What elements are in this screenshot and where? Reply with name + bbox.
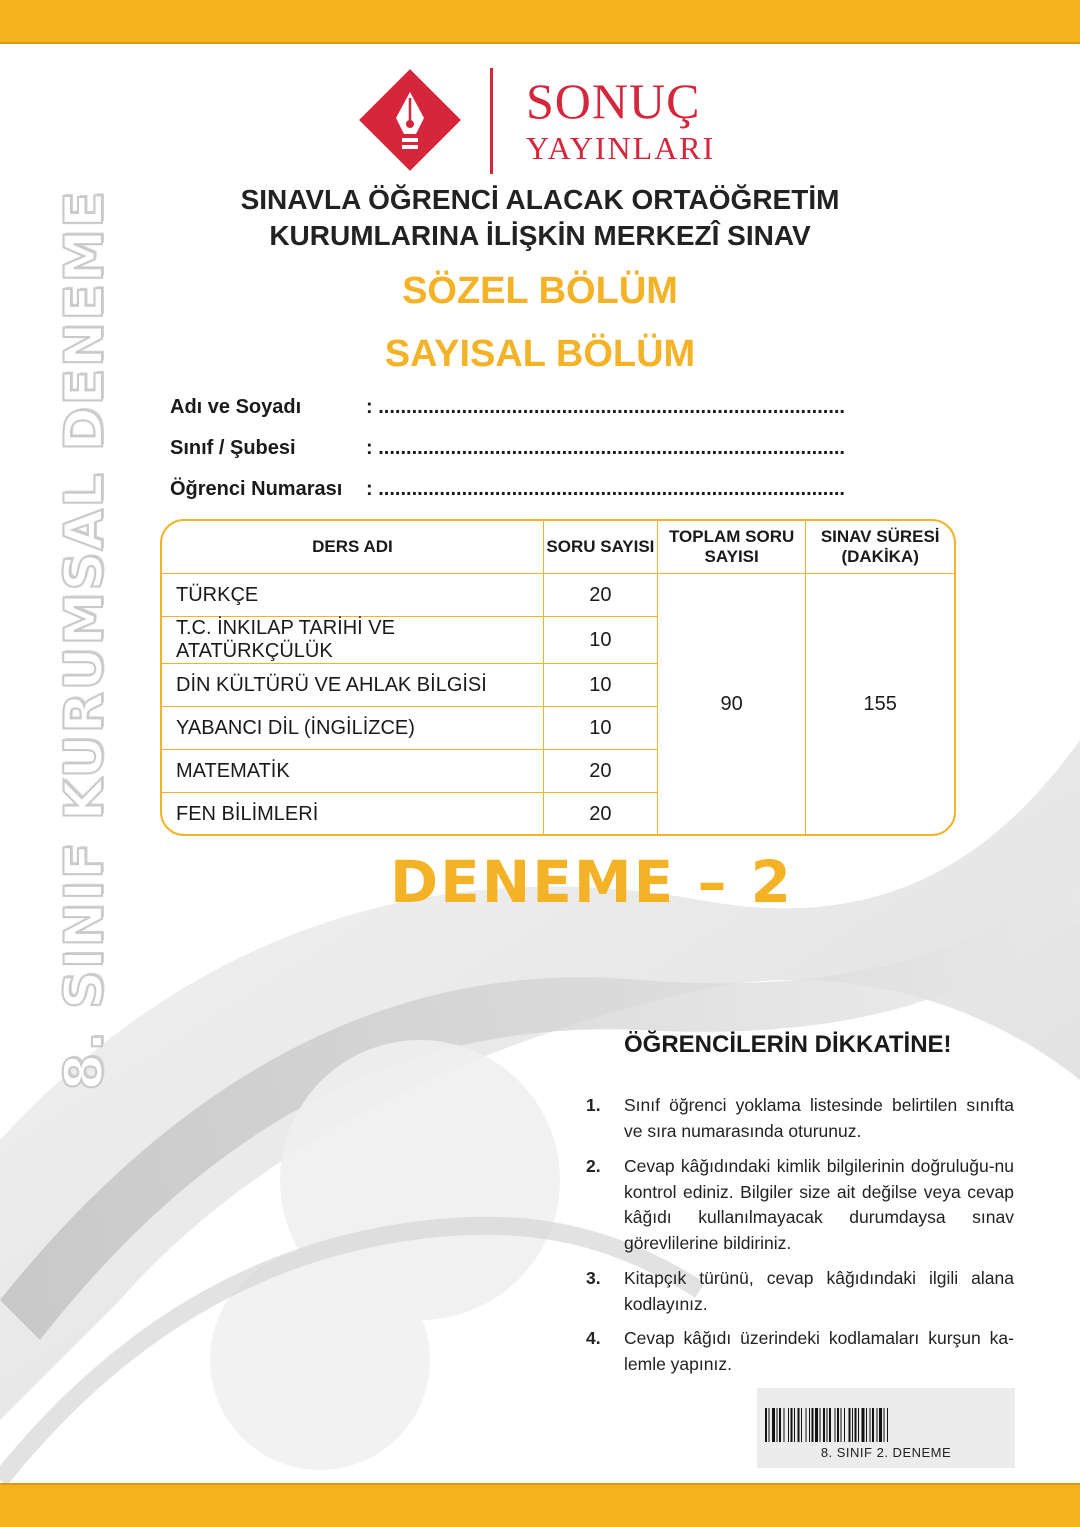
notice-text: Sınıf öğrenci yoklama listesinde belirtilen sınıfta ve sıra numarasında oturunuz. (624, 1095, 1014, 1141)
course-name: TÜRKÇE (162, 574, 543, 617)
class-dots: : .................................................................................... (366, 437, 845, 459)
bottom-color-bar (0, 1483, 1080, 1527)
name-dots: : .................................................................................... (366, 396, 845, 418)
exam-title-line2: KURUMLARINA İLİŞKİN MERKEZÎ SINAV (269, 220, 811, 251)
student-number-label: Öğrenci Numarası (170, 478, 343, 500)
course-name: MATEMATİK (162, 750, 543, 793)
pen-nib-icon (358, 68, 462, 172)
header-duration: SINAV SÜRESİ (DAKİKA) (806, 521, 954, 574)
publisher-logo (358, 66, 718, 186)
name-label: Adı ve Soyadı (170, 396, 302, 418)
notice-text: Kitapçık türünü, cevap kâğıdındaki ilgili alana kodlayınız. (624, 1268, 1014, 1314)
header-course: DERS ADI (162, 521, 543, 574)
student-number-field[interactable] (170, 478, 845, 501)
barcode (757, 1388, 1015, 1468)
notice-number: 3. (586, 1268, 601, 1288)
student-number-dots: : .................................................................................... (366, 478, 845, 500)
notice-number: 2. (586, 1156, 601, 1176)
course-count: 20 (543, 574, 657, 617)
class-field[interactable] (170, 437, 845, 460)
course-count: 10 (543, 617, 657, 664)
notice-title: ÖĞRENCİLERİN DİKKATİNE! (624, 1031, 952, 1058)
course-name: FEN BİLİMLERİ (162, 793, 543, 836)
barcode-icon (763, 1408, 1009, 1442)
table-header-row (162, 521, 954, 574)
publisher-subname: YAYINLARI (526, 130, 716, 166)
course-table (160, 519, 956, 836)
course-count: 10 (543, 664, 657, 707)
class-label: Sınıf / Şubesi (170, 437, 296, 459)
deneme-title: DENEME – 2 (390, 848, 794, 916)
exam-title-line1: SINAVLA ÖĞRENCİ ALACAK ORTAÖĞRETİM (240, 184, 840, 215)
duration-minutes: 155 (806, 574, 954, 836)
logo-separator (490, 68, 493, 174)
course-count: 20 (543, 793, 657, 836)
notice-text: Cevap kâğıdındaki kimlik bilgilerinin doğruluğu-nu kontrol ediniz. Bilgiler size ait değilse veya cevap kâğıdı kullanılmayacak durumdaysa sınav görevlilerine bildiriniz. (624, 1156, 1014, 1253)
table-row (162, 574, 954, 617)
section-verbal: SÖZEL BÖLÜM (402, 270, 678, 312)
name-field[interactable] (170, 396, 845, 419)
notice-number: 1. (586, 1095, 601, 1115)
section-numerical: SAYISAL BÖLÜM (384, 333, 696, 375)
publisher-name: SONUÇ (526, 73, 701, 129)
notice-number: 4. (586, 1328, 601, 1348)
course-name: DİN KÜLTÜRÜ VE AHLAK BİLGİSİ (162, 664, 543, 707)
course-count: 10 (543, 707, 657, 750)
course-count: 20 (543, 750, 657, 793)
header-question-count: SORU SAYISI (543, 521, 657, 574)
course-name: T.C. İNKILAP TARİHİ VE ATATÜRKÇÜLÜK (162, 617, 543, 664)
side-title: 8. SINIF KURUMSAL DENEME (54, 189, 115, 1091)
barcode-label: 8. SINIF 2. DENEME (820, 1445, 952, 1460)
total-questions: 90 (657, 574, 805, 836)
header-total-questions: TOPLAM SORU SAYISI (657, 521, 805, 574)
notice-text: Cevap kâğıdı üzerindeki kodlamaları kurşun ka-lemle yapınız. (624, 1328, 1014, 1374)
course-name: YABANCI DİL (İNGİLİZCE) (162, 707, 543, 750)
